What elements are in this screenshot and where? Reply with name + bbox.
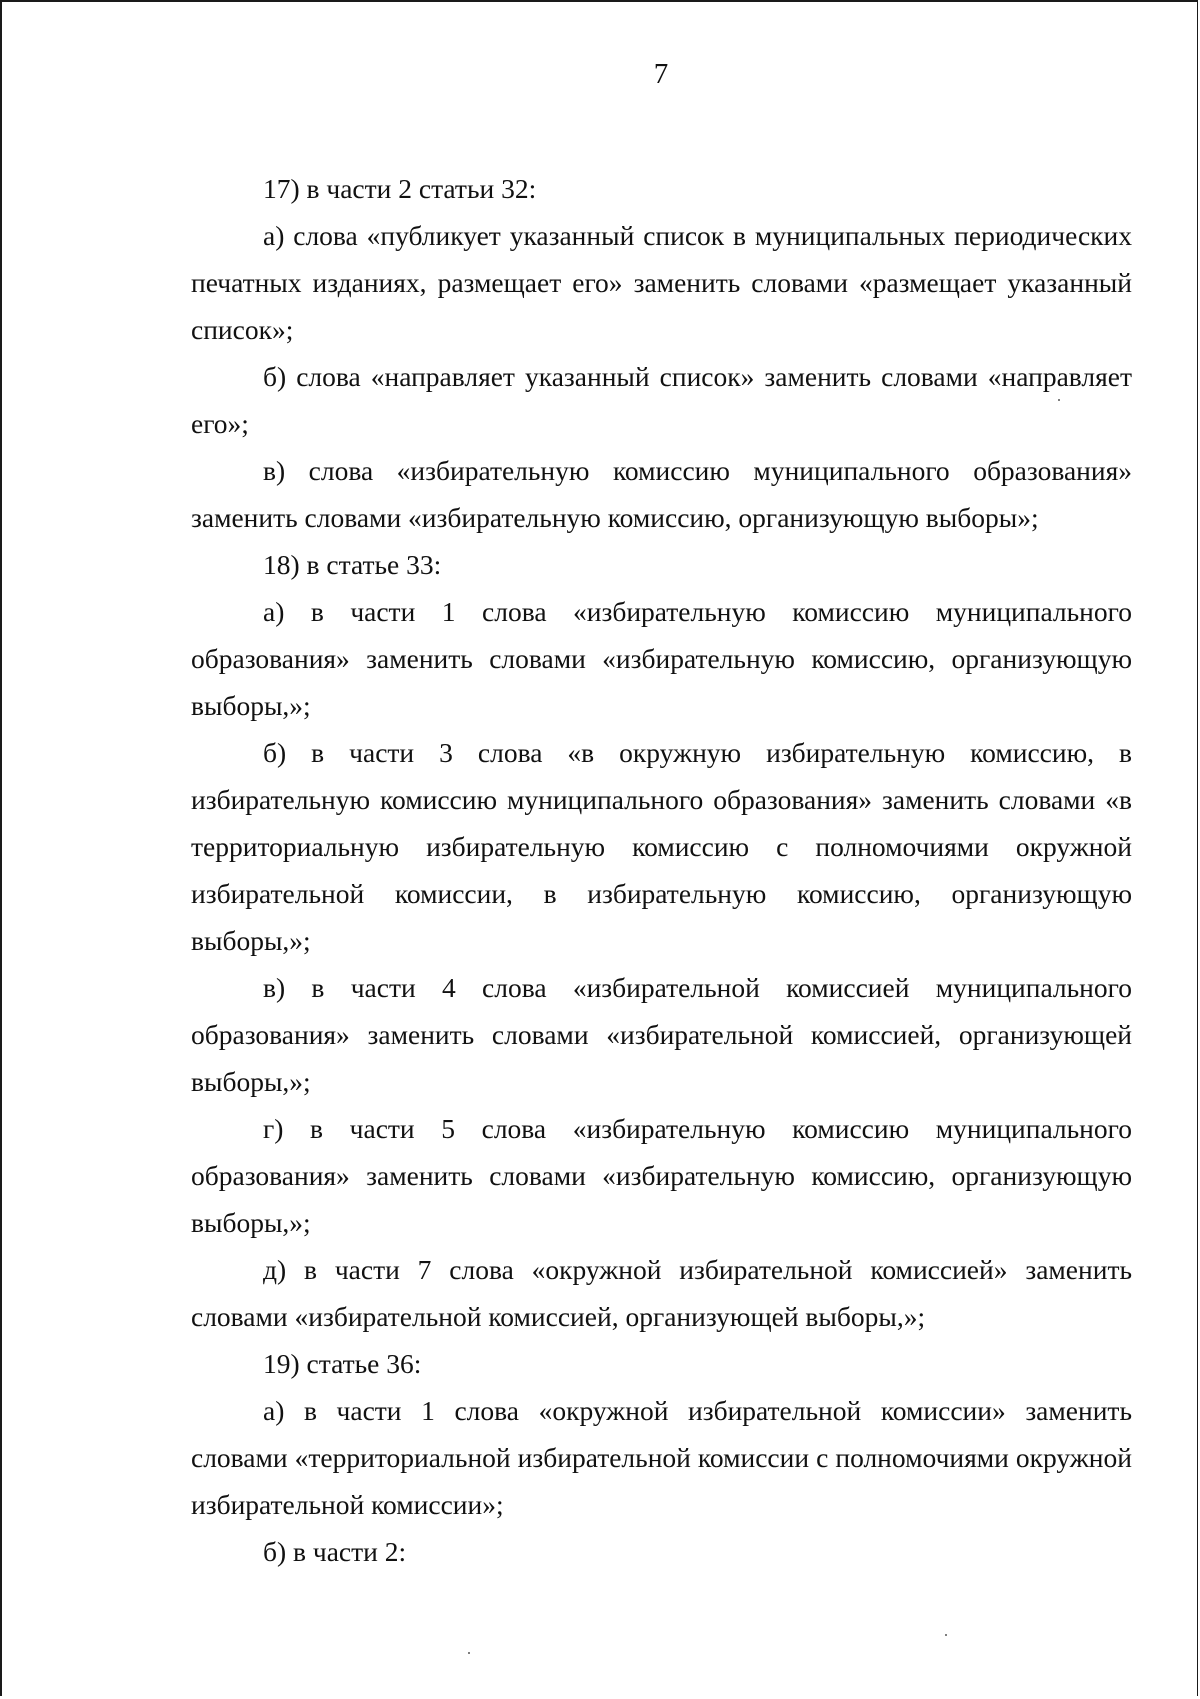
page-number: 7 <box>653 58 669 90</box>
paragraph-19-heading: 19) статье 36: <box>263 1348 422 1379</box>
paragraph-18a: а) в части 1 слова «избирательную комиссию муниципального образования» заменить словами «избирательную комиссию, организующую выборы,»; <box>191 596 1132 721</box>
paragraph-18d: г) в части 5 слова «избирательную комиссию муниципального образования» заменить словами «избирательную комиссию, организующую выборы,»; <box>191 1113 1132 1238</box>
paragraph-18c: в) в части 4 слова «избирательной комиссией муниципального образования» заменить словами «избирательной комиссией, организующей выборы,»; <box>191 972 1132 1097</box>
scan-speck <box>468 1652 470 1654</box>
paragraph-17a: а) слова «публикует указанный список в муниципальных периодических печатных изданиях, размещает его» заменить словами «размещает указанный список»; <box>191 220 1132 345</box>
scan-speck <box>945 1634 947 1636</box>
paragraph-18-heading: 18) в статье 33: <box>263 549 442 580</box>
paragraph-19a: а) в части 1 слова «окружной избирательной комиссии» заменить словами «территориальной избирательной комиссии с полномочиями окружной избирательной комиссии»; <box>191 1395 1132 1520</box>
paragraph-18b: б) в части 3 слова «в окружную избирательную комиссию, в избирательную комиссию муниципального образования» заменить словами «в территориальную избирательную комиссию с полномочиями окружной избирательной комиссии, в избирательную комиссию, организующую выборы,»; <box>191 737 1132 956</box>
document-body <box>191 165 1132 1575</box>
paragraph-17c: в) слова «избирательную комиссию муниципального образования» заменить словами «избирательную комиссию, организующую выборы»; <box>191 455 1132 533</box>
paragraph-17b: б) слова «направляет указанный список» заменить словами «направляет его»; <box>191 361 1132 439</box>
paragraph-17-heading: 17) в части 2 статьи 32: <box>263 173 537 204</box>
scan-speck <box>1058 399 1060 401</box>
paragraph-19b: б) в части 2: <box>263 1536 407 1567</box>
paragraph-18e: д) в части 7 слова «окружной избирательной комиссией» заменить словами «избирательной комиссией, организующей выборы,»; <box>191 1254 1132 1332</box>
